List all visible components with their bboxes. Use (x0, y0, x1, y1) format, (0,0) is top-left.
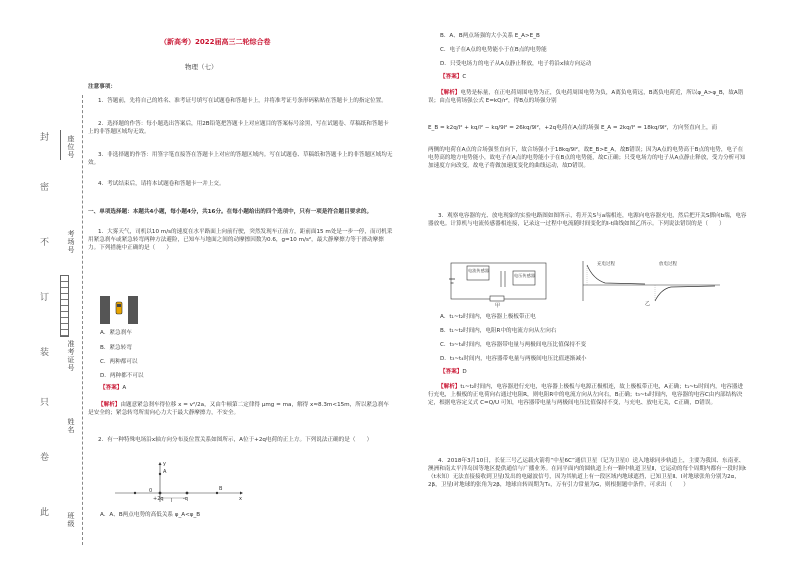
q2-option[interactable]: A．A、B两点电势的高低关系 φ_A<φ_B (100, 512, 201, 518)
q2-label: l (171, 498, 173, 504)
q1-option[interactable]: C．两种都可以 (100, 359, 138, 365)
q4-stem: 4．2018年3月10日，长征三号乙运载火箭将“中星6C”通信卫星（记为卫星Ⅰ）送入地球同步轨道上，主要为我国、东南亚、澳洲和南太平洋岛国等地区提供通信与广播业务。在同平面内的圆轨道上有一颗中轨道卫星Ⅱ，它运动的每个周期内都有一段时间t（t未知）无法直接接收到卫星Ⅰ发出的电磁波信号，因为其轨道上有一段区域内地球遮挡，已知卫星Ⅱ、Ⅰ对地球张角分别为2α，2β，卫星Ⅰ对地球的张角为2β，地球自转周期为T₀，万有引力常量为G，则根据题中条件，可求出（ ） (428, 458, 747, 488)
answer-label: 【答案】 (440, 74, 463, 80)
q2-answer (440, 73, 466, 81)
q1-option[interactable]: D．两种都不可以 (100, 373, 144, 379)
figure-caption: 甲 (495, 303, 501, 309)
class-field: 班级 (67, 512, 75, 528)
analysis-label: 【解析】 (98, 402, 121, 408)
q1-option[interactable]: A．紧急刹车 (100, 330, 132, 336)
answer-label: 【答案】 (440, 369, 463, 375)
q2-option[interactable]: B．A、B两点场强的大小关系 E_A>E_B (440, 33, 540, 39)
circuit-label: 电压传感器 (514, 273, 535, 278)
q2-label: y (163, 461, 166, 467)
q3-option[interactable]: A．t₁~t₂时间内，电容器上极板带正电 (440, 314, 536, 320)
q2-label: A (163, 469, 167, 475)
seal-char: 封 (40, 133, 50, 143)
q3-answer (440, 368, 467, 376)
seal-char: 不 (40, 238, 50, 248)
graph-label: 放电过程 (659, 262, 677, 267)
name-field: 姓名 (67, 418, 75, 434)
q3-option[interactable]: C．t₃~t₄时间内，电容器带电量与两极间电压比值保持不变 (440, 342, 587, 348)
q1-figure (100, 296, 140, 324)
q3-analysis (428, 383, 748, 407)
answer-value: C (462, 74, 467, 80)
q3-current-graph (575, 257, 725, 307)
q2-label: -q (183, 496, 188, 502)
q1-option[interactable]: B．紧急转弯 (100, 345, 132, 351)
analysis-label: 【解析】 (438, 90, 461, 96)
section-heading: 一、单项选择题：本题共4小题，每小题4分，共16分。在每小题给出的四个选项中，只有一项是符合题目要求的。 (88, 209, 373, 215)
q2-figure (105, 460, 245, 505)
answer-label: 【答案】 (100, 385, 123, 391)
analysis-label: 【解析】 (438, 384, 461, 390)
analysis-text: 电势是标量，在正电荷周围电势为正，负电荷周围电势为负，A离负电荷远，B离负电荷近，所以φ_A>φ_B，故A错误；由点电荷场强公式 E=kQ/r²，得B点的场强分别 (428, 90, 744, 104)
q3-option[interactable]: B．t₁~t₂时间内，电阻R中的电流方向从左向右 (440, 328, 557, 334)
ticket-number-grid[interactable] (60, 275, 69, 337)
q2-option[interactable]: C．电子在A点的电势能小于在B点的电势能 (440, 47, 547, 53)
figure-caption: 乙 (645, 301, 651, 307)
note-item: 1．答题前，先将自己的姓名、准考证号填写在试题卷和答题卡上，并将准考证号条形码粘贴在答题卡上的指定位置。 (98, 98, 387, 104)
q3-circuit-figure (445, 257, 555, 307)
q3-option[interactable]: D．t₃~t₄时间内，电容器带电量与两极间电压比值逐渐减小 (440, 356, 587, 362)
seal-char: 此 (40, 508, 50, 518)
q2-label: B (219, 486, 223, 492)
exam-room-field: 考场号 (67, 230, 75, 254)
answer-value: A (122, 385, 127, 391)
q3-stem: 3．观察电容器的充、放电现象的实验电路图如图所示，将开关S与a端相连，电源向电容器充电，然后把开关S掷向b端，电容器放电。计算机与电流传感器相连接，记录这一过程中电流随时间变化的I-t曲线如图乙所示。下列说法错误的是（ ） (428, 213, 747, 227)
q2-label: 0 (149, 488, 153, 494)
circuit-label: 电流传感器 (468, 268, 489, 273)
note-item: 2．选择题的作答：每小题选出答案后，用2B铅笔把答题卡上对应题目的答案标号涂黑，写在试题卷、草稿纸和答题卡上的非答题区域均无效。 (88, 121, 389, 135)
q2-formula: E_B = k2q/l² + kq/l² − kq/9l² = 26kq/9l²，+2q电荷在A点的场强 E_A = 2kq/l² = 18kq/9l²，方向竖直向上，而 (428, 125, 718, 131)
q2-analysis-cont: 两侧的电荷在A点的合场强竖直向下，故合场强小于18kq/9l²，故E_B>E_A，故B错误；因为A点的电势高于B点的电势，电子在电势高的地方电势能小，故电子在A点的电势能小于在B点的电势能，故C正确；只受电场力的电子从A点静止释放，受力分析可知加速度方向改变，故电子将做加速度变化的曲线运动，故D错误。 (428, 147, 746, 169)
binding-line (82, 95, 83, 545)
q2-stem: 2．有一种特殊电场沿x轴方向分布及位置关系如图所示，A位于+2q电荷的正上方。下列说法正确的是（ ） (98, 437, 373, 443)
q2-label: x (239, 496, 242, 502)
notes-heading: 注意事项： (88, 84, 116, 90)
seal-char: 只 (40, 398, 50, 408)
exam-title: （新高考）2022届高三二轮综合卷 (160, 38, 271, 46)
seal-char: 密 (40, 183, 50, 193)
q1-stem: 1．大雾天气，司机以10 m/s的速度在水平路面上向前行驶，突然发现车正前方，距前面15 m处是一步一停，而司机采用紧急刹车或紧急转弯两种方法避险，已知车与地面之间的动摩擦因数为0.6，g=10 m/s²，最大静摩擦力等于滑动摩擦力。下列措施中正确的是（ ） (88, 229, 393, 251)
q2-analysis (428, 89, 748, 105)
q1-analysis (88, 401, 394, 417)
note-item: 3．非选择题的作答：用签字笔直接答在答题卡上对应的答题区域内。写在试题卷、草稿纸和答题卡上的非答题区域均无效。 (88, 152, 393, 166)
analysis-text: 由题意紧急刹车得位移 x = v²/2a，又由牛顿第二定律得 μmg = ma，解得 x≈8.3m<15m，所以紧急刹车是安全的；紧急转弯所需向心力大于最大静摩擦力，不安全。 (88, 402, 389, 416)
q2-option[interactable]: D．只受电场力的电子从A点静止释放，电子将沿x轴方向运动 (440, 61, 592, 67)
seal-char: 装 (40, 348, 50, 358)
seat-number-field: 座位号 (67, 135, 75, 159)
graph-label: 充电过程 (597, 262, 615, 267)
exam-subtitle: 物理（七） (185, 63, 218, 71)
q1-answer (100, 384, 126, 392)
q2-label: +2q (153, 496, 164, 502)
analysis-text: t₁~t₂时间内，电容器进行充电，电容器上极板与电源正极相连，故上极板带正电，A正确；t₁~t₂时间内，电容器进行充电，上极板的正电荷向右通过电阻R，则电阻R中的电流方向从左向右，B正确；t₃~t₄时间内，电容器的电容C由内部结构决定，根据电容定义式 C=Q/U 可知，电容器带电量与两极间电压比值保持不变，与充电、放电无关，C正确，D错误。 (428, 384, 744, 406)
ticket-number-field: 准考证号 (67, 340, 75, 372)
answer-value: D (462, 369, 467, 375)
seat-number-box[interactable] (60, 130, 61, 160)
note-item: 4．考试结束后，请将本试题卷和答题卡一并上交。 (98, 181, 225, 187)
seal-char: 卷 (40, 453, 50, 463)
seal-char: 订 (40, 293, 50, 303)
